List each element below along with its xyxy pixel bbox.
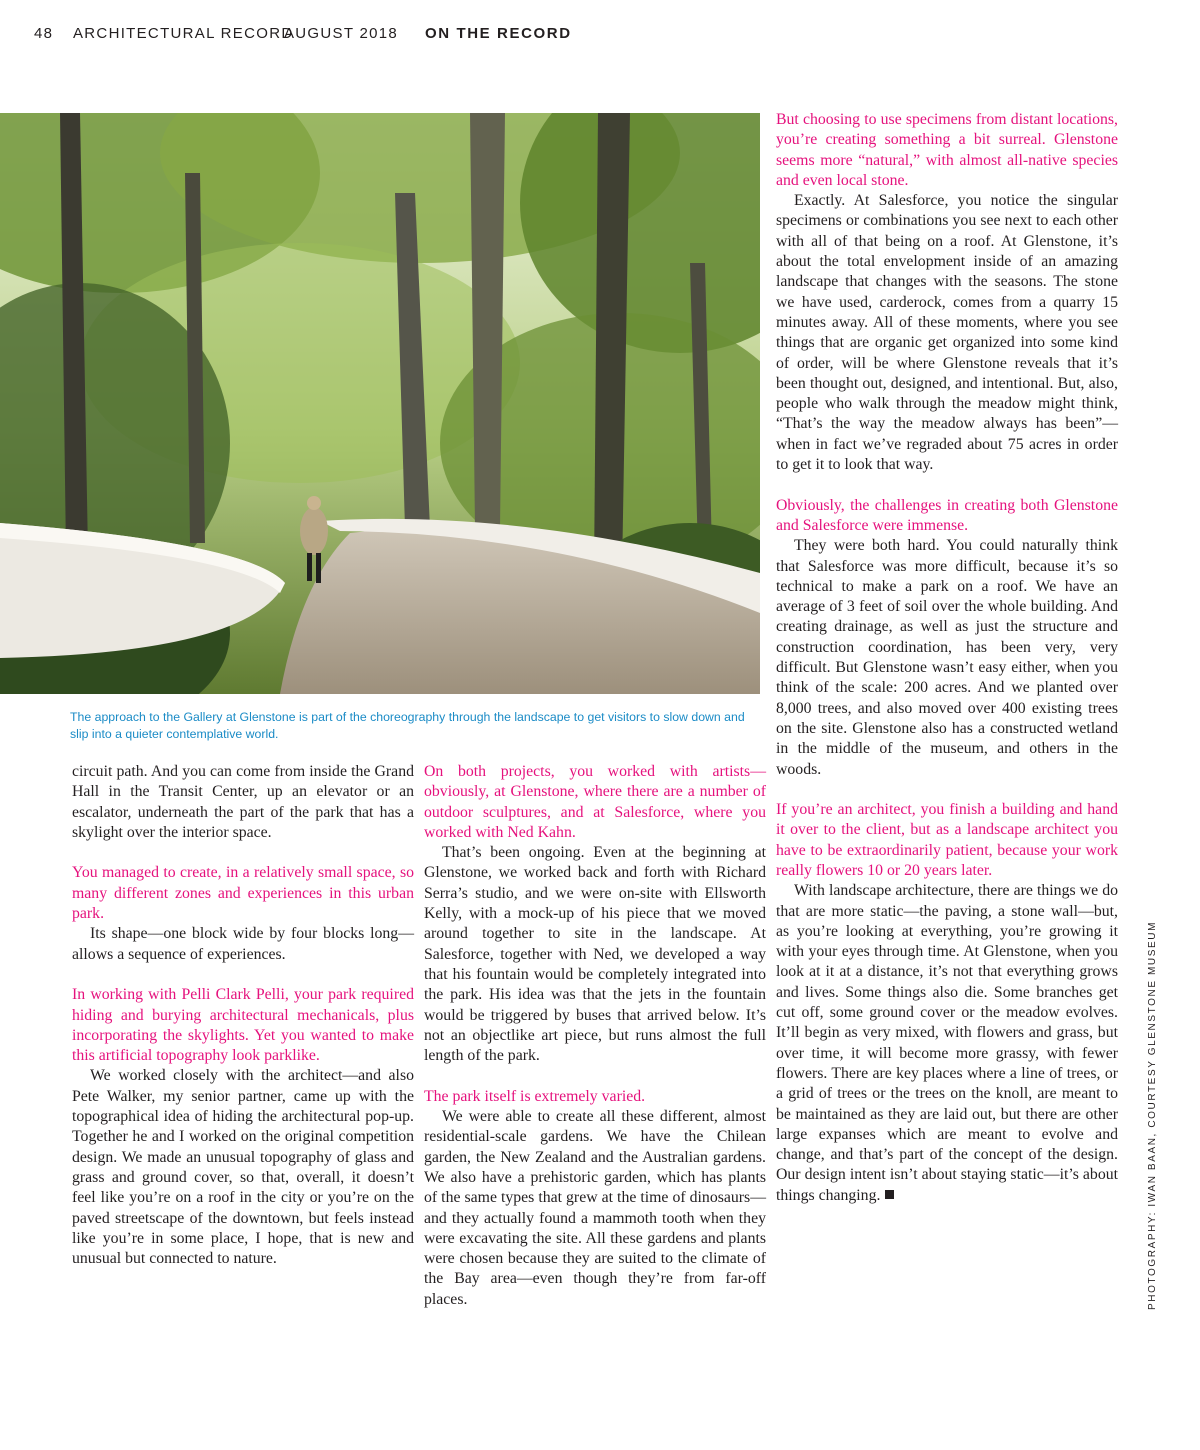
- final-answer-text: With landscape architecture, there are things we do that are more static—the paving, a stone wall—but, as you’re looking at everything, you’re growing it with your eyes through time. At Glenstone, when you look at it at a distance, it’s not that everything grows and lives. Some things also die. Some branches get cut off, some ground cover or the meadow evolves. It’ll begin as very mixed, with flowers and grass, but over time, it will become more grassy, with fewer flowers. There are key places where a line of trees, or a grid of trees or the trees on the knoll, are meant to be maintained as they are laid out, but there are other large expanses which are meant to evolve and change, and that’s part of the concept of the design. Our design intent isn’t about staying static—it’s about things changing.: [776, 882, 1118, 1204]
- interview-question: You managed to create, in a relatively small space, so many different zones and experiences in this urban park.: [72, 864, 414, 923]
- interview-question: But choosing to use specimens from distant locations, you’re creating something a bit surreal. Glenstone seems more “natural,” with almost all-native species and even local stone.: [776, 111, 1118, 189]
- landscape-photo: [0, 113, 760, 694]
- interview-answer: We worked closely with the architect—and also Pete Walker, my senior partner, came up with the topographical idea of hiding the architectural pop-up. Together he and I worked on the original competition design. We made an unusual topography of glass and grass and ground cover, so that, overall, it doesn’t feel like you’re on a roof in the city or you’re on the paved streetscape of the downtown, but feels instead like you’re in some place, I hope, that is new and unusual but connected to nature.: [72, 1067, 414, 1268]
- text-column-3: [776, 110, 1118, 1206]
- interview-question: Obviously, the challenges in creating both Glenstone and Salesforce were immense.: [776, 496, 1118, 534]
- body-paragraph: circuit path. And you can come from inside the Grand Hall in the Transit Center, up an elevator or an escalator, underneath the part of the park that has a skylight over the interior space.: [72, 763, 414, 841]
- interview-answer: Exactly. At Salesforce, you notice the singular specimens or combinations you see next to each other with all of that being on a roof. At Glenstone, it’s about the total envelopment inside of an amazing landscape that changes with the seasons. The stone we have used, carderock, comes from a quarry 15 minutes away. All of these moments, where you see things that are organic get organized into some kind of order, will be where Glenstone reveals that it’s been thought out, designed, and intentional. But, also, people who walk through the meadow might think, “That’s the way the meadow always has been”—when in fact we’ve regraded about 75 acres in order to get it to look that way.: [776, 192, 1118, 474]
- final-answer: [776, 881, 1118, 1206]
- page-number: 48: [34, 25, 54, 42]
- page-header: [34, 25, 572, 45]
- interview-answer: Its shape—one block wide by four blocks long—allows a sequence of experiences.: [72, 925, 414, 963]
- photo-caption: The approach to the Gallery at Glenstone is part of the choreography through the landscape to get visitors to slow down and slip into a quieter contemplative world.: [70, 710, 745, 741]
- photo-credit: PHOTOGRAPHY: IWAN BAAN, COURTESY GLENSTONE MUSEUM: [1147, 920, 1158, 1310]
- interview-answer: We were able to create all these different, almost residential-scale gardens. We have the Chilean garden, the New Zealand and the Australian gardens. We also have a prehistoric garden, which has plants of the same types that grew at the time of dinosaurs—and they actually found a mammoth tooth when they were excavating the site. All these gardens and plants were chosen because they are suited to the climate of the Bay area—even though they’re from far-off places.: [424, 1108, 766, 1308]
- magazine-name: ARCHITECTURAL RECORD: [73, 25, 294, 42]
- interview-question: The park itself is extremely varied.: [424, 1087, 646, 1105]
- text-column-1: [72, 762, 414, 1269]
- end-mark: [885, 1190, 894, 1199]
- interview-question: If you’re an architect, you finish a building and hand it over to the client, but as a landscape architect you have to be extraordinarily patient, because your work really flowers 10 or 20 years later.: [776, 801, 1118, 879]
- text-column-2: [424, 762, 766, 1310]
- interview-question: On both projects, you worked with artists—obviously, at Glenstone, where there are a number of outdoor sculptures, and at Salesforce, where you worked with Ned Kahn.: [424, 763, 766, 841]
- section-title: ON THE RECORD: [425, 25, 572, 42]
- issue-date: AUGUST 2018: [284, 25, 399, 42]
- interview-question: In working with Pelli Clark Pelli, your park required hiding and burying architectural mechanicals, plus incorporating the skylights. Yet you wanted to make this artificial topography look parklike.: [72, 986, 414, 1065]
- interview-answer: That’s been ongoing. Even at the beginning at Glenstone, we worked back and forth with Richard Serra’s studio, and we were on-site with Ellsworth Kelly, with a mock-up of his piece that we moved around together to site in the landscape. At Salesforce, together with Ned, we developed a way that his fountain would be completely integrated into the park. His idea was that the jets in the fountain would be triggered by buses that arrived below. It’s not an objectlike art piece, but runs almost the full length of the park.: [424, 844, 766, 1065]
- interview-answer: They were both hard. You could naturally think that Salesforce was more difficult, because it’s so technical to make a park on a roof. We have an average of 3 feet of soil over the whole building. And creating drainage, as well as just the structure and construction coordination, has been very, very difficult. But Glenstone wasn’t easy either, when you think of the scale: 200 acres. And we planted over 8,000 trees, and also moved over 400 existing trees on the site. Glenstone also has a constructed wetland in the middle of the museum, and others in the woods.: [776, 537, 1118, 778]
